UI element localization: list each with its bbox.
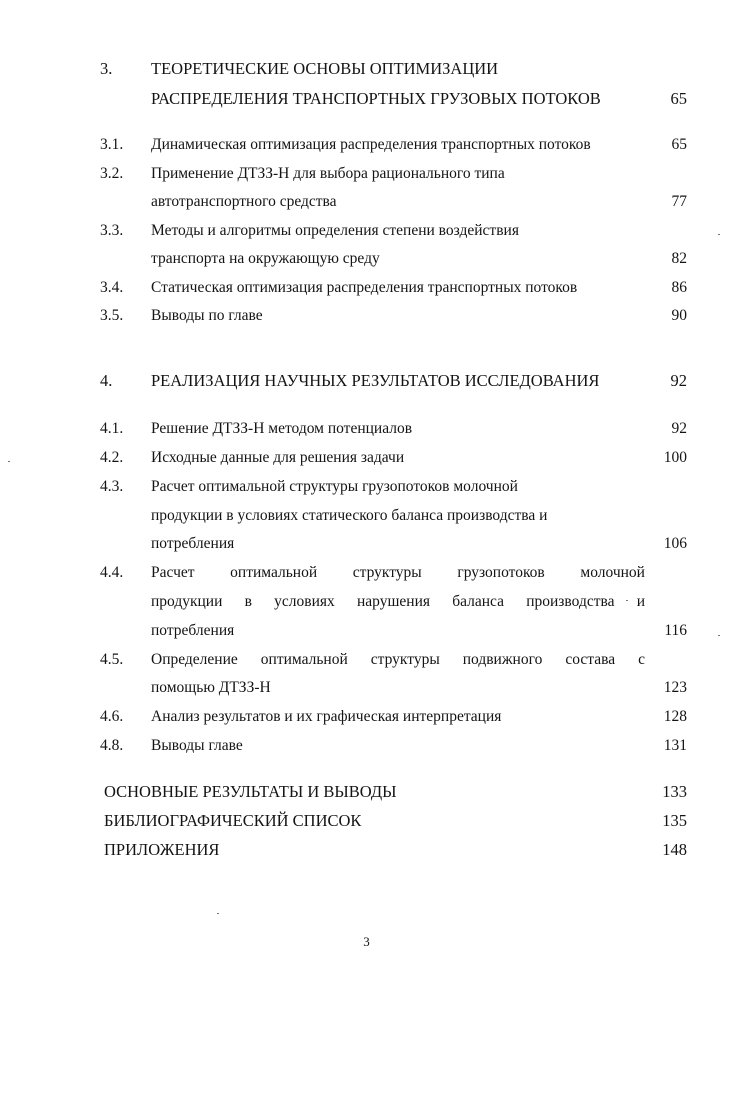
- word: молочной: [580, 564, 645, 581]
- word: Определение: [151, 651, 238, 668]
- section-title: Решение ДТЗЗ-Н методом потенциалов: [151, 420, 413, 437]
- section-title: Расчет оптимальной структуры грузопотоков молочной: [151, 478, 518, 495]
- section-title: [151, 563, 645, 583]
- word: производства: [526, 593, 615, 610]
- page-ref: 123: [663, 679, 687, 696]
- section-number: 3.4.: [100, 279, 124, 296]
- chapter-title-line: ТЕОРЕТИЧЕСКИЕ ОСНОВЫ ОПТИМИЗАЦИИ: [151, 59, 499, 78]
- section-number: 4.5.: [100, 651, 124, 668]
- section-number: 3.1.: [100, 136, 124, 153]
- section-number: 4.8.: [100, 737, 124, 754]
- chapter-title-line: РЕАЛИЗАЦИЯ НАУЧНЫХ РЕЗУЛЬТАТОВ ИССЛЕДОВАНИЯ: [151, 371, 600, 390]
- section-title: Динамическая оптимизация распределения транспортных потоков: [151, 136, 591, 153]
- page-ref: 92: [671, 420, 687, 437]
- page-ref: 133: [662, 782, 687, 801]
- page-ref: 82: [671, 250, 687, 267]
- word: нарушения: [357, 593, 431, 610]
- word: структуры: [370, 651, 440, 668]
- section-title: Анализ результатов и их графическая интерпретация: [151, 708, 502, 725]
- section-number: 4.3.: [100, 478, 124, 495]
- word: баланса: [452, 593, 504, 610]
- page-ref: 131: [663, 737, 687, 754]
- section-title: [151, 650, 645, 670]
- word: грузопотоков: [457, 564, 545, 581]
- section-title: Применение ДТЗЗ-Н для выбора рационального типа: [151, 165, 505, 182]
- page-ref: 135: [662, 811, 687, 830]
- section-number: 4.6.: [100, 708, 124, 725]
- scan-speck: [8, 461, 10, 462]
- page-ref: 90: [671, 307, 687, 324]
- section-title: Исходные данные для решения задачи: [151, 449, 405, 466]
- page-ref: 86: [671, 279, 687, 296]
- section-number: 3.5.: [100, 307, 124, 324]
- chapter-number: 4.: [100, 371, 113, 390]
- page-ref: 65: [670, 89, 687, 108]
- section-number: 4.4.: [100, 564, 124, 581]
- final-section-title: ОСНОВНЫЕ РЕЗУЛЬТАТЫ И ВЫВОДЫ: [104, 782, 397, 801]
- section-title: Выводы по главе: [151, 307, 263, 324]
- section-title: транспорта на окружающую среду: [151, 250, 380, 267]
- page-ref: 100: [663, 449, 687, 466]
- section-number: 3.3.: [100, 222, 124, 239]
- page-ref: 128: [663, 708, 687, 725]
- section-title: Статическая оптимизация распределения транспортных потоков: [151, 279, 578, 296]
- page-number: 3: [363, 934, 370, 949]
- section-title: Выводы главе: [151, 737, 243, 754]
- final-section-title: БИБЛИОГРАФИЧЕСКИЙ СПИСОК: [104, 811, 362, 830]
- word: и: [636, 593, 645, 610]
- page-ref: 116: [664, 622, 687, 639]
- section-title: потребления: [151, 622, 235, 639]
- page-ref: 148: [662, 840, 687, 859]
- page-ref: 92: [670, 371, 687, 390]
- section-title: автотранспортного средства: [151, 193, 337, 210]
- section-number: 4.1.: [100, 420, 124, 437]
- word: оптимальной: [260, 651, 348, 668]
- word: оптимальной: [230, 564, 318, 581]
- page-ref: 65: [671, 136, 687, 153]
- section-title: [151, 592, 645, 612]
- word: в: [244, 593, 252, 610]
- scan-speck: [718, 635, 720, 636]
- page-ref: 77: [671, 193, 687, 210]
- section-title: продукции в условиях статического баланса производства и: [151, 507, 548, 524]
- section-title: помощью ДТЗЗ-Н: [151, 679, 271, 696]
- word: Расчет: [151, 564, 195, 581]
- section-number: 3.2.: [100, 165, 124, 182]
- word: состава: [565, 651, 616, 668]
- section-title: потребления: [151, 535, 235, 552]
- word: структуры: [352, 564, 422, 581]
- chapter-title-line: РАСПРЕДЕЛЕНИЯ ТРАНСПОРТНЫХ ГРУЗОВЫХ ПОТОКОВ: [151, 89, 601, 108]
- section-title: Методы и алгоритмы определения степени воздействия: [151, 222, 519, 239]
- word: продукции: [151, 593, 223, 610]
- scan-speck: [718, 234, 720, 235]
- final-section-title: ПРИЛОЖЕНИЯ: [104, 840, 220, 859]
- section-number: 4.2.: [100, 449, 124, 466]
- chapter-number: 3.: [100, 59, 113, 78]
- word: с: [638, 651, 645, 668]
- page-ref: 106: [663, 535, 687, 552]
- scan-speck: [217, 913, 219, 914]
- word: условиях: [274, 593, 335, 610]
- word: подвижного: [462, 651, 543, 668]
- scan-speck: [626, 600, 628, 601]
